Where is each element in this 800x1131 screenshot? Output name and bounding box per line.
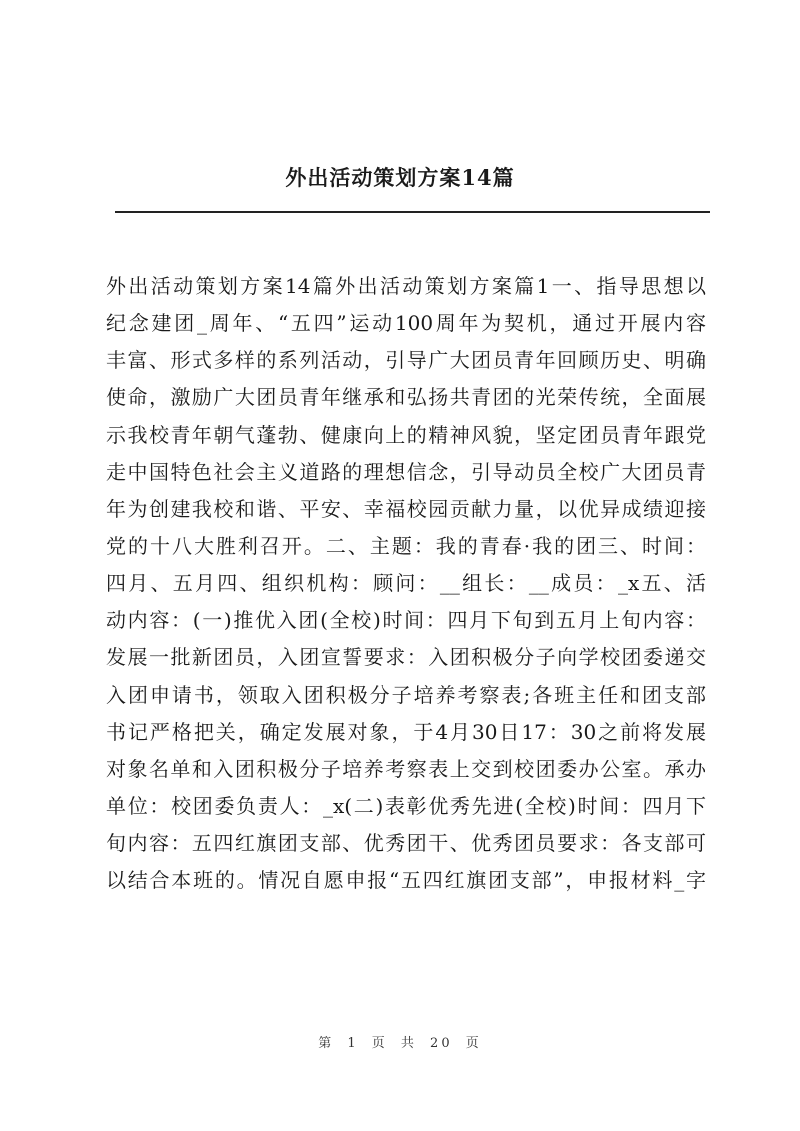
body-line: 走中国特色社会主义道路的理想信念，引导动员全校广大团员青	[106, 459, 706, 484]
body-line: 使命，激励广大团员青年继承和弘扬共青团的光荣传统，全面展	[106, 385, 706, 410]
document-body	[106, 268, 706, 899]
body-line: 年为创建我校和谐、平安、幸福校园贡献力量，以优异成绩迎接	[106, 496, 706, 521]
document-title: 外出活动策划方案14篇	[285, 165, 515, 190]
body-line: 外出活动策划方案14篇外出活动策划方案篇1一、指导思想以	[106, 274, 706, 298]
body-line: 四月、五月四、组织机构：顾问：__组长：__成员：_x五、活	[106, 571, 706, 596]
body-line: 入团申请书，领取入团积极分子培养考察表;各班主任和团支部	[106, 682, 706, 707]
body-line: 以结合本班的。情况自愿申报“五四红旗团支部”，申报材料_字	[106, 868, 706, 893]
page-number: 第 1 页 共 20 页	[318, 1036, 482, 1051]
title-underline	[115, 211, 710, 213]
body-line: 书记严格把关，确定发展对象，于4月30日17：30之前将发展	[106, 719, 706, 744]
body-line: 动内容：(一)推优入团(全校)时间：四月下旬到五月上旬内容：	[106, 608, 706, 633]
body-line: 发展一批新团员，入团宣誓要求：入团积极分子向学校团委递交	[106, 645, 706, 670]
body-line: 旬内容：五四红旗团支部、优秀团干、优秀团员要求：各支部可	[106, 831, 706, 856]
body-line: 单位：校团委负责人：_x(二)表彰优秀先进(全校)时间：四月下	[106, 793, 706, 818]
body-line: 丰富、形式多样的系列活动，引导广大团员青年回顾历史、明确	[106, 348, 706, 373]
body-line: 对象名单和入团积极分子培养考察表上交到校团委办公室。承办	[106, 756, 706, 781]
body-line: 示我校青年朝气蓬勃、健康向上的精神风貌，坚定团员青年跟党	[106, 422, 706, 447]
body-line: 纪念建团_周年、“五四”运动100周年为契机，通过开展内容	[106, 311, 706, 336]
body-line: 党的十八大胜利召开。二、主题：我的青春·我的团三、时间：	[106, 533, 706, 558]
